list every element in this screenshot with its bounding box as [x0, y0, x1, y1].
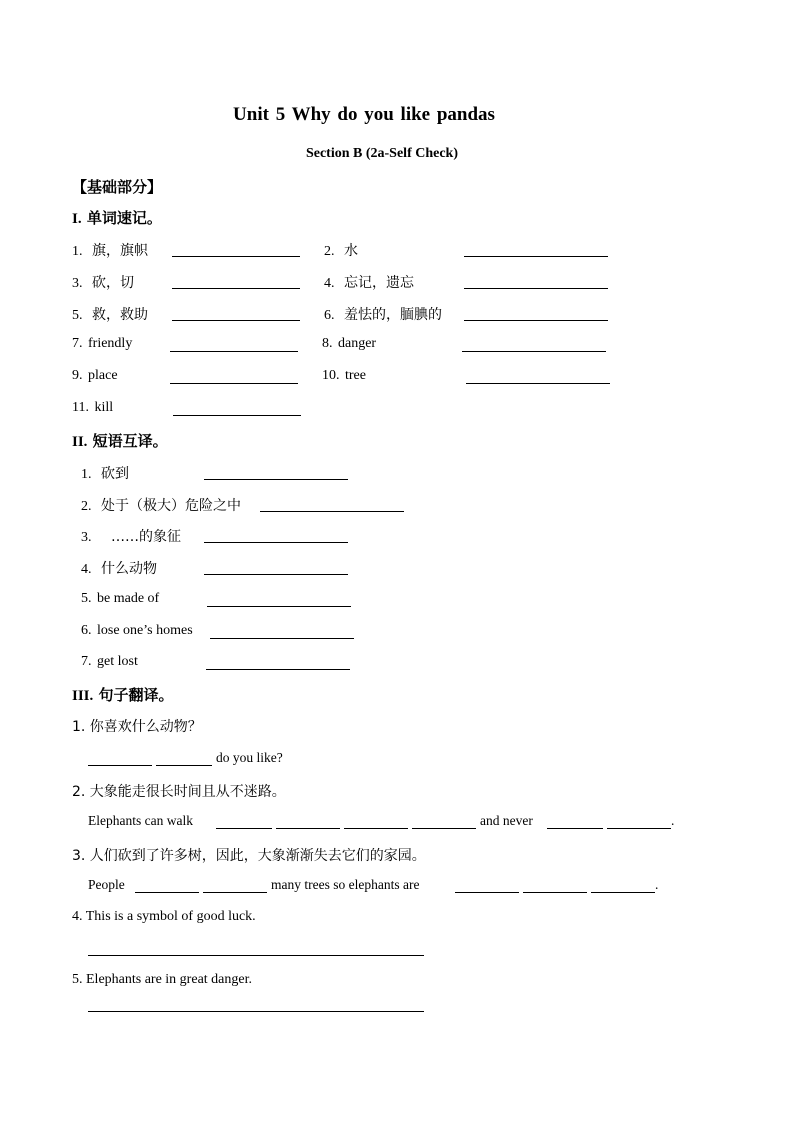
answer-blank[interactable]: [170, 383, 298, 384]
phrase-item-5: [81, 591, 159, 607]
answer-blank[interactable]: [170, 351, 298, 352]
answer-blank[interactable]: [172, 320, 300, 321]
word-item-num: 9.: [72, 368, 83, 383]
sentence-answer-start-2: Elephants can walk: [88, 813, 193, 828]
phrase-item-num: 7.: [81, 654, 92, 669]
answer-blank[interactable]: [591, 892, 655, 893]
word-item-text: 救，救助: [92, 307, 148, 323]
phrase-item-text: 什么动物: [101, 561, 157, 577]
part1-heading-text: 单词速记。: [86, 209, 162, 227]
answer-blank[interactable]: [156, 765, 212, 766]
word-item-5: [72, 304, 148, 324]
part1-heading: [72, 207, 162, 228]
answer-blank[interactable]: [88, 765, 152, 766]
answer-blank[interactable]: [412, 828, 476, 829]
word-item-text: 忘记，遗忘: [344, 275, 414, 291]
sentence-answer-start-3: People: [88, 877, 125, 892]
answer-blank[interactable]: [204, 542, 348, 543]
answer-blank[interactable]: [523, 892, 587, 893]
phrase-item-text: be made of: [97, 591, 160, 606]
phrase-item-text: 处于（极大）危险之中: [101, 498, 241, 514]
sentence-prompt-3: 3. 人们砍到了许多树，因此，大象渐渐失去它们的家园。: [72, 848, 426, 864]
word-item-text: danger: [338, 336, 377, 351]
word-item-10: [322, 368, 366, 384]
word-item-num: 11.: [72, 400, 89, 415]
phrase-item-3: [81, 526, 181, 546]
phrase-item-6: [81, 623, 193, 639]
phrase-item-7: [81, 654, 138, 670]
part3-heading: [72, 684, 174, 705]
word-item-num: 1.: [72, 244, 83, 259]
sentence-period: .: [655, 877, 659, 892]
word-item-text: tree: [345, 368, 366, 383]
answer-blank[interactable]: [464, 320, 608, 321]
word-item-7: [72, 336, 132, 352]
answer-blank[interactable]: [607, 828, 671, 829]
part1-heading-num: I.: [72, 211, 82, 227]
word-item-text: 水: [344, 243, 358, 259]
phrase-item-text: ……的象征: [111, 529, 181, 545]
answer-blank[interactable]: [216, 828, 272, 829]
answer-blank[interactable]: [173, 415, 301, 416]
sentence-answer-text-1: do you like?: [216, 750, 283, 765]
word-item-9: [72, 368, 118, 384]
word-item-6: [324, 304, 442, 324]
word-item-2: [324, 240, 358, 260]
part3-heading-num: III.: [72, 688, 94, 704]
word-item-num: 10.: [322, 368, 340, 383]
answer-blank[interactable]: [464, 288, 608, 289]
phrase-item-text: 砍到: [101, 466, 129, 482]
sentence-prompt-5: 5. Elephants are in great danger.: [72, 972, 252, 987]
sentence-period: .: [671, 813, 675, 828]
phrase-item-2: [81, 495, 241, 515]
part3-heading-text: 句子翻译。: [98, 686, 174, 704]
answer-blank[interactable]: [203, 892, 267, 893]
answer-blank[interactable]: [547, 828, 603, 829]
answer-blank[interactable]: [464, 256, 608, 257]
sentence-prompt-2: 2. 大象能走很长时间且从不迷路。: [72, 784, 286, 800]
answer-blank[interactable]: [206, 669, 350, 670]
page-title: Unit 5 Why do you like pandas: [233, 104, 495, 125]
answer-blank[interactable]: [204, 574, 348, 575]
word-item-num: 5.: [72, 308, 83, 323]
answer-blank[interactable]: [207, 606, 351, 607]
answer-line[interactable]: [88, 1011, 424, 1012]
word-item-text: 砍，切: [92, 275, 134, 291]
phrase-item-text: lose one’s homes: [97, 623, 193, 638]
part2-heading: [72, 430, 168, 451]
answer-blank[interactable]: [260, 511, 404, 512]
phrase-item-text: get lost: [97, 654, 138, 669]
phrase-item-4: [81, 558, 157, 578]
answer-blank[interactable]: [455, 892, 519, 893]
answer-blank[interactable]: [462, 351, 606, 352]
word-item-num: 7.: [72, 336, 83, 351]
answer-blank[interactable]: [466, 383, 610, 384]
phrase-item-num: 5.: [81, 591, 92, 606]
phrase-item-num: 3.: [81, 530, 92, 545]
word-item-8: [322, 336, 376, 352]
word-item-num: 3.: [72, 276, 83, 291]
sentence-prompt-4: 4. This is a symbol of good luck.: [72, 909, 256, 924]
answer-blank[interactable]: [344, 828, 408, 829]
answer-blank[interactable]: [210, 638, 354, 639]
phrase-item-num: 2.: [81, 499, 92, 514]
word-item-num: 4.: [324, 276, 335, 291]
sentence-answer-mid-2: and never: [480, 813, 533, 828]
word-item-num: 8.: [322, 336, 333, 351]
answer-line[interactable]: [88, 955, 424, 956]
word-item-text: 旗，旗帜: [92, 243, 148, 259]
part2-heading-num: II.: [72, 434, 88, 450]
phrase-item-num: 4.: [81, 562, 92, 577]
phrase-item-1: [81, 463, 129, 483]
word-item-text: friendly: [88, 336, 133, 351]
answer-blank[interactable]: [276, 828, 340, 829]
word-item-text: place: [88, 368, 118, 383]
section-label: 【基础部分】: [72, 178, 163, 196]
page-subtitle: Section B (2a-Self Check): [305, 146, 459, 161]
answer-blank[interactable]: [204, 479, 348, 480]
phrase-item-num: 1.: [81, 467, 92, 482]
word-item-4: [324, 272, 414, 292]
word-item-num: 6.: [324, 308, 335, 323]
part2-heading-text: 短语互译。: [92, 432, 168, 450]
word-item-1: [72, 240, 148, 260]
word-item-text: 羞怯的，腼腆的: [344, 307, 442, 323]
answer-blank[interactable]: [172, 288, 300, 289]
word-item-3: [72, 272, 134, 292]
sentence-prompt-1: 1. 你喜欢什么动物？: [72, 719, 202, 735]
phrase-item-num: 6.: [81, 623, 92, 638]
answer-blank[interactable]: [135, 892, 199, 893]
word-item-num: 2.: [324, 244, 335, 259]
answer-blank[interactable]: [172, 256, 300, 257]
word-item-text: kill: [94, 400, 114, 415]
word-item-11: [72, 400, 113, 416]
sentence-answer-mid-3: many trees so elephants are: [271, 877, 420, 892]
